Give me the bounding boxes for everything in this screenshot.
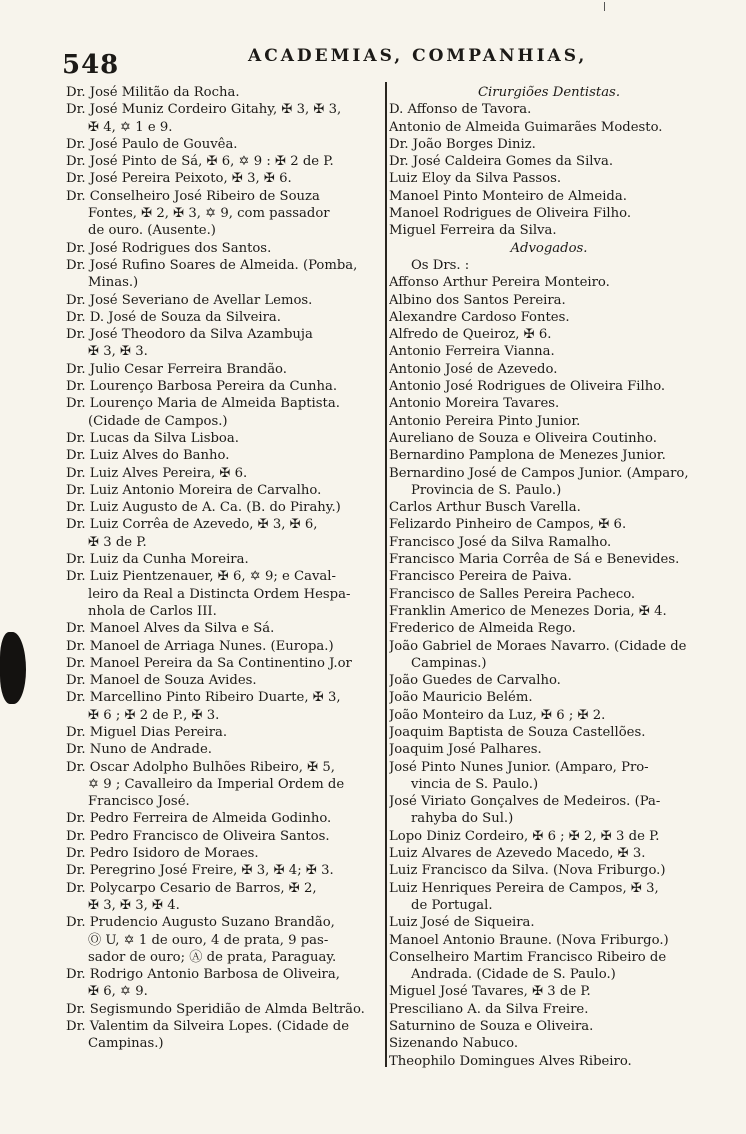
entry-line: Dr. Rodrigo Antonio Barbosa de Oliveira, xyxy=(66,967,340,983)
entry-line: Felizardo Pinheiro de Campos, ✠ 6. xyxy=(389,517,627,533)
entry-line: sador de ouro; Ⓐ de prata, Paraguay. xyxy=(88,949,337,965)
entry-line: Dr. José Pinto de Sá, ✠ 6, ✡ 9 : ✠ 2 de P. xyxy=(66,154,334,170)
entry-line: Fontes, ✠ 2, ✠ 3, ✡ 9, com passador xyxy=(88,206,330,222)
entry-line: rahyba do Sul.) xyxy=(411,811,514,827)
entry-line: Francisco Maria Corrêa de Sá e Benevides. xyxy=(389,552,680,568)
entry-line: José Pinto Nunes Junior. (Amparo, Pro- xyxy=(389,759,649,775)
entry-line: João Gabriel de Moraes Navarro. (Cidade de xyxy=(389,638,687,654)
entry-line: Dr. Manoel Pereira da Sa Continentino J.or xyxy=(66,655,352,671)
entry-line: Dr. Valentim da Silveira Lopes. (Cidade de xyxy=(66,1019,350,1035)
entry-line: Antonio José Rodrigues de Oliveira Filho. xyxy=(389,379,666,395)
entry-line: Dr. José Paulo de Gouvêa. xyxy=(66,136,238,152)
entry-line: Manoel Antonio Braune. (Nova Friburgo.) xyxy=(389,932,669,948)
entry-line: Alexandre Cardoso Fontes. xyxy=(389,309,570,325)
entry-line: João Guedes de Carvalho. xyxy=(389,673,561,689)
entry-line: Bernardino José de Campos Junior. (Amparo, xyxy=(389,465,689,481)
entry-line: Dr. Nuno de Andrade. xyxy=(66,742,212,758)
entry-line: Miguel Ferreira da Silva. xyxy=(389,223,557,239)
entry-line: Dr. Lourenço Maria de Almeida Baptista. xyxy=(66,396,340,412)
entry-line: de ouro. (Ausente.) xyxy=(88,223,216,239)
entry-line: João Monteiro da Luz, ✠ 6 ; ✠ 2. xyxy=(389,707,606,723)
entry-line: Luiz José de Siqueira. xyxy=(389,915,535,931)
entry-line: Miguel José Tavares, ✠ 3 de P. xyxy=(389,984,591,1000)
entry-line: Antonio Moreira Tavares. xyxy=(389,396,560,412)
entry-line: Dr. José Pereira Peixoto, ✠ 3, ✠ 6. xyxy=(66,171,292,187)
entry-line: vincia de S. Paulo.) xyxy=(411,776,539,792)
entry-line: Francisco Pereira de Paiva. xyxy=(389,569,572,585)
entry-line: Francisco de Salles Pereira Pacheco. xyxy=(389,586,636,602)
entry-line: Dr. José Rodrigues dos Santos. xyxy=(66,240,272,256)
entry-line: Dr. João Borges Diniz. xyxy=(389,136,536,152)
entry-line: Bernardino Pamplona de Menezes Junior. xyxy=(389,448,666,464)
entry-line: Andrada. (Cidade de S. Paulo.) xyxy=(411,967,616,983)
entry-line: Dr. José Militão da Rocha. xyxy=(66,85,240,100)
entry-line: Dr. Oscar Adolpho Bulhões Ribeiro, ✠ 5, xyxy=(66,759,335,775)
entry-line: Antonio José de Azevedo. xyxy=(389,361,558,377)
page-speck xyxy=(604,2,605,11)
entry-line: Francisco José. xyxy=(88,794,190,810)
entry-line: ✠ 4, ✡ 1 e 9. xyxy=(88,119,173,135)
entry-line: Antonio de Almeida Guimarães Modesto. xyxy=(389,119,663,135)
entry-line: Franklin Americo de Menezes Doria, ✠ 4. xyxy=(389,603,667,619)
entry-line: Dr. José Severiano de Avellar Lemos. xyxy=(66,292,313,308)
entry-line: Provincia de S. Paulo.) xyxy=(411,482,562,498)
entry-line: Dr. Julio Cesar Ferreira Brandão. xyxy=(66,361,287,377)
entry-line: Campinas.) xyxy=(411,655,487,671)
entry-line: Aureliano de Souza e Oliveira Coutinho. xyxy=(389,430,657,446)
entry-line: Frederico de Almeida Rego. xyxy=(389,621,576,637)
entry-line: Theophilo Domingues Alves Ribeiro. xyxy=(389,1053,632,1069)
entry-line: Dr. Manoel de Arriaga Nunes. (Europa.) xyxy=(66,638,334,654)
entry-line: Conselheiro Martim Francisco Ribeiro de xyxy=(389,949,667,965)
entry-line: de Portugal. xyxy=(411,897,493,913)
entry-line: D. Affonso de Tavora. xyxy=(389,102,532,118)
entry-line: nhola de Carlos III. xyxy=(88,603,217,619)
entry-line: Luiz Eloy da Silva Passos. xyxy=(389,171,562,187)
entry-line: (Cidade de Campos.) xyxy=(88,413,228,429)
entry-line: Ⓞ U, ✡ 1 de ouro, 4 de prata, 9 pas- xyxy=(88,932,329,948)
entry-line: Dr. Luiz Pientzenauer, ✠ 6, ✡ 9; e Caval- xyxy=(66,569,336,585)
entry-line: Luiz Henriques Pereira de Campos, ✠ 3, xyxy=(389,880,659,896)
entry-line: José Viriato Gonçalves de Medeiros. (Pa- xyxy=(389,794,661,810)
entry-line: leiro da Real a Distincta Ordem Hespa- xyxy=(88,586,351,602)
entry-line: Dr. Luiz Augusto de A. Ca. (B. do Pirahy.) xyxy=(66,500,341,516)
entry-line: Dr. Luiz Alves do Banho. xyxy=(66,448,230,464)
entry-line: ✡ 9 ; Cavalleiro da Imperial Ordem de xyxy=(88,776,345,792)
entry-line: Sizenando Nabuco. xyxy=(389,1036,519,1052)
page-number: 548 xyxy=(62,50,120,80)
entry-line: Joaquim Baptista de Souza Castellões. xyxy=(389,724,646,740)
entry-line: ✠ 6, ✡ 9. xyxy=(88,984,148,1000)
entry-line: Affonso Arthur Pereira Monteiro. xyxy=(389,275,610,291)
column-divider xyxy=(385,82,387,1067)
entry-line: ✠ 3 de P. xyxy=(88,534,147,550)
entry-line: Dr. D. José de Souza da Silveira. xyxy=(66,309,281,325)
entry-line: Dr. Pedro Ferreira de Almeida Godinho. xyxy=(66,811,332,827)
entry-line: Manoel Rodrigues de Oliveira Filho. xyxy=(389,206,632,222)
entry-line: Joaquim José Palhares. xyxy=(389,742,542,758)
section-heading: Advogados. xyxy=(510,240,588,256)
entry-line: Minas.) xyxy=(88,275,139,291)
entry-line: Dr. Polycarpo Cesario de Barros, ✠ 2, xyxy=(66,880,317,896)
entry-line: Francisco José da Silva Ramalho. xyxy=(389,534,612,550)
entry-line: João Mauricio Belém. xyxy=(389,690,533,706)
left-column xyxy=(66,84,382,1053)
entry-line: Dr. José Theodoro da Silva Azambuja xyxy=(66,327,313,343)
entry-line: Dr. Lourenço Barbosa Pereira da Cunha. xyxy=(66,379,338,395)
entry-line: Dr. Conselheiro José Ribeiro de Souza xyxy=(66,188,320,204)
entry-line: Luiz Alvares de Azevedo Macedo, ✠ 3. xyxy=(389,846,646,862)
entry-line: ✠ 3, ✠ 3. xyxy=(88,344,148,360)
entry-line: Alfredo de Queiroz, ✠ 6. xyxy=(389,327,552,343)
section-heading: Cirurgiões Dentistas. xyxy=(477,85,621,100)
entry-line: Albino dos Santos Pereira. xyxy=(389,292,566,308)
entry-line: Antonio Ferreira Vianna. xyxy=(389,344,555,360)
entry-line: Dr. Pedro Isidoro de Moraes. xyxy=(66,846,259,862)
entry-line: Dr. Manoel de Souza Avides. xyxy=(66,673,257,689)
entry-line: Dr. Marcellino Pinto Ribeiro Duarte, ✠ 3, xyxy=(66,690,341,706)
entry-line: Dr. Lucas da Silva Lisboa. xyxy=(66,430,239,446)
entry-line: Dr. Miguel Dias Pereira. xyxy=(66,724,228,740)
entry-line: Dr. Luiz Alves Pereira, ✠ 6. xyxy=(66,465,248,481)
entry-line: Luiz Francisco da Silva. (Nova Friburgo.) xyxy=(389,863,666,879)
entry-line: ✠ 3, ✠ 3, ✠ 4. xyxy=(88,897,180,913)
entry-line: Dr. Luiz Corrêa de Azevedo, ✠ 3, ✠ 6, xyxy=(66,517,318,533)
entry-line: Presciliano A. da Silva Freire. xyxy=(389,1001,589,1017)
entry-line: Dr. Segismundo Speridião de Almda Beltrão. xyxy=(66,1001,365,1017)
entry-line: Campinas.) xyxy=(88,1036,164,1052)
entry-line: Dr. Prudencio Augusto Suzano Brandão, xyxy=(66,915,335,931)
entry-line: Os Drs. : xyxy=(411,257,470,273)
entry-line: Saturnino de Souza e Oliveira. xyxy=(389,1019,594,1035)
entry-line: Dr. Manoel Alves da Silva e Sá. xyxy=(66,621,275,637)
entry-line: Lopo Diniz Cordeiro, ✠ 6 ; ✠ 2, ✠ 3 de P. xyxy=(389,828,660,844)
right-column xyxy=(389,84,709,1070)
entry-line: ✠ 6 ; ✠ 2 de P., ✠ 3. xyxy=(88,707,220,723)
entry-line: Dr. Luiz Antonio Moreira de Carvalho. xyxy=(66,482,322,498)
running-title: ACADEMIAS, COMPANHIAS, xyxy=(248,46,588,66)
entry-line: Carlos Arthur Busch Varella. xyxy=(389,500,581,516)
entry-line: Dr. José Rufino Soares de Almeida. (Pomba, xyxy=(66,257,358,273)
entry-line: Dr. Pedro Francisco de Oliveira Santos. xyxy=(66,828,330,844)
entry-line: Dr. José Muniz Cordeiro Gitahy, ✠ 3, ✠ 3, xyxy=(66,102,342,118)
entry-line: Dr. Luiz da Cunha Moreira. xyxy=(66,552,249,568)
entry-line: Dr. Peregrino José Freire, ✠ 3, ✠ 4; ✠ 3. xyxy=(66,863,334,879)
ink-blot xyxy=(0,632,26,704)
entry-line: Manoel Pinto Monteiro de Almeida. xyxy=(389,188,627,204)
entry-line: Dr. José Caldeira Gomes da Silva. xyxy=(389,154,614,170)
entry-line: Antonio Pereira Pinto Junior. xyxy=(389,413,581,429)
